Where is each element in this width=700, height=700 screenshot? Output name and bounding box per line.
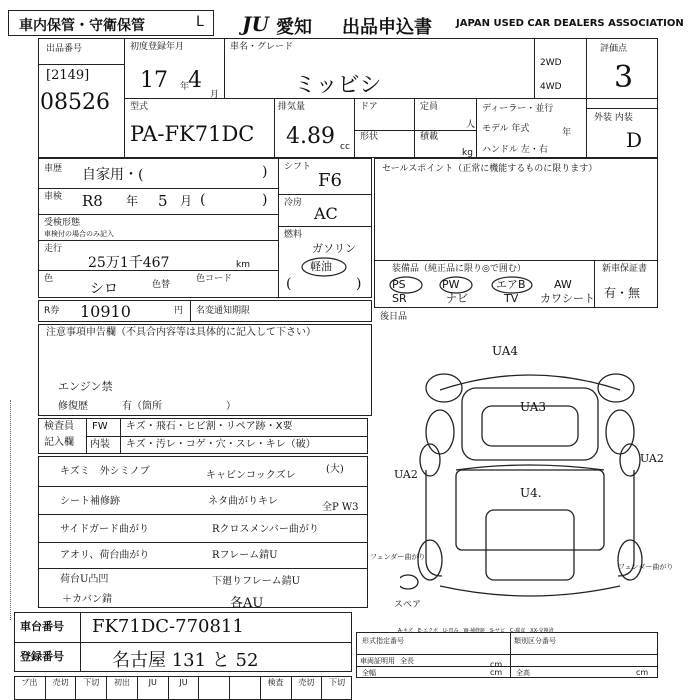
capacity-unit: 人 bbox=[466, 120, 476, 130]
score-value: 3 bbox=[614, 60, 634, 95]
diagram-legend: A-キズ E-エクボ U-凹み W-補修跡 S-サビ C-腐食 XX-交換済 bbox=[398, 628, 554, 634]
inspection-open: ( bbox=[200, 192, 206, 208]
history-close: ) bbox=[262, 164, 268, 180]
model-year-unit: 年 bbox=[562, 128, 572, 138]
model-value: PA-FK71DC bbox=[130, 122, 255, 146]
back-seat-label: 後日品 bbox=[380, 312, 408, 322]
storage-box-mark: L bbox=[196, 14, 204, 30]
footer-cell: 売切 bbox=[45, 676, 76, 700]
approval-note: 車検付の場合のみ記入 bbox=[44, 230, 114, 238]
recycle-value: 10910 bbox=[80, 302, 131, 321]
chassis-label: 車台番号 bbox=[20, 620, 64, 633]
checklist-item: Rクロスメンバー曲がり bbox=[212, 524, 319, 535]
checklist-item: (大) bbox=[326, 464, 344, 475]
fuel-gasoline: ガソリン bbox=[312, 242, 356, 255]
footer-cell bbox=[229, 676, 260, 700]
car-name-value: ミッビシ bbox=[294, 73, 382, 98]
diagram-fender-right: フェンダー曲がり bbox=[618, 563, 674, 571]
shift-label: シフト bbox=[284, 162, 312, 172]
checklist-item: 各AU bbox=[230, 596, 264, 611]
model-year-label: モデル 年式 bbox=[482, 124, 530, 134]
diagram-u4: U4. bbox=[520, 486, 542, 500]
name-change-label: 名変通知期限 bbox=[196, 306, 251, 316]
equipment-item-seat: カワシート bbox=[540, 292, 595, 305]
displacement-unit: cc bbox=[340, 142, 350, 152]
new-warranty-value: 有・無 bbox=[604, 286, 641, 300]
ext-int-label: 外装 内装 bbox=[594, 113, 633, 123]
inspection-month: 5 bbox=[158, 192, 168, 210]
plate-label: 登録番号 bbox=[20, 650, 64, 663]
mileage-value: 25万1千467 bbox=[88, 255, 170, 271]
history-value: 自家用・( bbox=[82, 167, 144, 183]
footer-cell bbox=[198, 676, 229, 700]
lot-number: 08526 bbox=[40, 90, 110, 115]
fuel-label: 燃料 bbox=[284, 230, 303, 240]
footer-cell: 下切 bbox=[321, 676, 352, 700]
plate-value: 名古屋 131 と 52 bbox=[112, 650, 259, 671]
equipment-item-sr: SR bbox=[392, 292, 407, 305]
inspection-close: ) bbox=[262, 192, 268, 208]
repair-history-close: ） bbox=[226, 401, 236, 412]
checklist-item: 荷台U凸凹 bbox=[60, 574, 109, 585]
equipment-item-pw: PW bbox=[442, 278, 460, 291]
repair-history-value: 有（箇所 bbox=[122, 401, 162, 412]
diagram-ua3: UA3 bbox=[520, 400, 547, 414]
footer-cell: 検査 bbox=[260, 676, 291, 700]
diagram-ua2-right: UA2 bbox=[640, 452, 664, 465]
spec-row3-unit: cm bbox=[490, 668, 503, 677]
dealer-label: ディーラー・並行 bbox=[482, 104, 554, 114]
footer-cell: 下切 bbox=[75, 676, 106, 700]
ju-logo: JU bbox=[242, 12, 269, 36]
lot-label: 出品番号 bbox=[46, 44, 83, 54]
displacement-value: 4.89 bbox=[286, 124, 335, 149]
inspection-month-unit: 月 bbox=[180, 194, 193, 208]
first-reg-month: 4 bbox=[188, 68, 202, 93]
inspection-era: R8 bbox=[82, 192, 103, 210]
equipment-item-aw: AW bbox=[554, 278, 572, 291]
model-label: 型式 bbox=[130, 102, 149, 112]
checklist-item: ネタ曲がりキレ bbox=[208, 496, 278, 507]
recycle-label: R券 bbox=[44, 306, 60, 316]
spec-col1: 形式指定番号 bbox=[362, 637, 404, 645]
checklist-item: Rフレーム錆U bbox=[212, 550, 278, 561]
color-code-label: 色コード bbox=[196, 274, 233, 284]
spec-row4-label: 全高 bbox=[516, 669, 530, 677]
diagram-fender-left: フェンダー曲がり bbox=[370, 553, 426, 561]
checklist-item: キズミ 外シミノブ bbox=[60, 466, 150, 477]
footer-cell: JU bbox=[137, 676, 168, 700]
fuel-open: ( bbox=[286, 276, 292, 292]
checklist-item: キャビンコックズレ bbox=[206, 470, 296, 481]
fuel-diesel-circle bbox=[300, 256, 350, 278]
notes-line1: エンジン禁 bbox=[58, 380, 113, 393]
mileage-label: 走行 bbox=[44, 244, 63, 254]
inspector-label-1: 検査員 bbox=[44, 421, 74, 432]
chassis-value: FK71DC-770811 bbox=[92, 616, 244, 637]
inspector-label-2: 記入欄 bbox=[44, 437, 74, 448]
displacement-label: 排気量 bbox=[278, 102, 306, 112]
lot-sub-number: [2149] bbox=[46, 68, 90, 83]
storage-box bbox=[8, 10, 214, 36]
car-name-label: 車名・グレード bbox=[230, 42, 294, 52]
brand-name: 愛知 bbox=[276, 17, 312, 38]
diagram-ua2-left: UA2 bbox=[394, 468, 418, 481]
interior-label: 内装 bbox=[90, 439, 110, 450]
checklist-item: ＋カバン錆 bbox=[62, 594, 112, 605]
spec-row3-label: 全幅 bbox=[362, 669, 376, 677]
aircon-value: AC bbox=[314, 204, 338, 223]
equipment-label: 装備品（純正品に限り◎で囲む） bbox=[392, 264, 526, 274]
checklist-item: 全P W3 bbox=[322, 502, 359, 513]
spec-col2: 類別区分番号 bbox=[514, 637, 556, 645]
shift-value: F6 bbox=[318, 170, 342, 191]
footer-cell: 初出 bbox=[106, 676, 137, 700]
shape-label: 形状 bbox=[360, 132, 379, 142]
capacity-label: 定員 bbox=[420, 102, 439, 112]
mileage-unit: km bbox=[236, 260, 250, 270]
storage-box-text: 車内保管・守衛保管 bbox=[19, 18, 145, 34]
spec-row2-unit: cm bbox=[490, 660, 503, 669]
handle-label: ハンドル 左・右 bbox=[482, 145, 548, 155]
load-unit: kg bbox=[462, 148, 473, 158]
interior-items: キズ・汚レ・コゲ・穴・スレ・キレ（破） bbox=[126, 439, 316, 450]
first-reg-label: 初度登録年月 bbox=[130, 42, 185, 52]
history-label: 車歴 bbox=[44, 164, 63, 174]
checklist-item: 下廻りフレーム錆U bbox=[212, 576, 301, 587]
inspection-year-unit: 年 bbox=[126, 194, 139, 208]
fuel-close: ) bbox=[356, 276, 362, 292]
first-reg-year-unit: 年 bbox=[180, 82, 190, 92]
interior-score: D bbox=[626, 128, 643, 152]
equipment-item-tv: TV bbox=[504, 292, 519, 305]
spec-row4-unit: cm bbox=[636, 668, 649, 677]
margin-marks bbox=[10, 400, 17, 620]
inspection-label: 車検 bbox=[44, 192, 63, 202]
drive-4wd: 4WD bbox=[540, 82, 562, 92]
color-tone-label: 色替 bbox=[152, 280, 171, 290]
first-reg-month-unit: 月 bbox=[210, 90, 220, 100]
equipment-item-ps: PS bbox=[392, 278, 406, 291]
color-label: 色 bbox=[44, 274, 54, 284]
color-value: シロ bbox=[90, 281, 118, 297]
spec-row-label: 車両証明用 bbox=[360, 657, 395, 665]
load-label: 積載 bbox=[420, 132, 439, 142]
sales-point-label: セールスポイント（正常に機能するものに限ります） bbox=[382, 164, 598, 174]
spec-row2-label: 全長 bbox=[400, 657, 414, 665]
repair-history-label: 修復歴 bbox=[58, 401, 88, 412]
equipment-item-airbag: エアB bbox=[496, 278, 526, 291]
equipment-item-navi: ナビ bbox=[446, 292, 468, 305]
approval-label: 受検形態 bbox=[44, 218, 81, 228]
door-label: ドア bbox=[360, 102, 378, 112]
score-label: 評価点 bbox=[600, 44, 628, 54]
checklist-item: シート補修跡 bbox=[60, 496, 120, 507]
aircon-label: 冷房 bbox=[284, 198, 303, 208]
fw-items: キズ・飛石・ヒビ割・リペア跡・X要 bbox=[126, 421, 293, 432]
recycle-unit: 円 bbox=[174, 306, 184, 316]
association-name: JAPAN USED CAR DEALERS ASSOCIATION bbox=[456, 18, 684, 29]
fw-label: FW bbox=[92, 421, 108, 432]
notes-label: 注意事項申告欄（不具合内容等は具体的に記入して下さい） bbox=[46, 327, 316, 338]
diagram-spare: スペア bbox=[394, 600, 422, 610]
footer-cell: JU bbox=[168, 676, 199, 700]
fuel-diesel: 軽油 bbox=[310, 260, 332, 273]
checklist-item: アオリ、荷台曲がり bbox=[60, 550, 150, 561]
drive-2wd: 2WD bbox=[540, 58, 562, 68]
form-title: 出品申込書 bbox=[342, 17, 432, 38]
footer-cell: プ出 bbox=[21, 678, 38, 687]
footer-cell: 売切 bbox=[291, 676, 322, 700]
new-warranty-label: 新車保証書 bbox=[602, 264, 648, 274]
first-reg-year: 17 bbox=[140, 68, 168, 93]
diagram-ua4: UA4 bbox=[492, 344, 519, 358]
checklist-item: サイドガード曲がり bbox=[60, 524, 149, 535]
equipment-circles bbox=[384, 274, 564, 296]
